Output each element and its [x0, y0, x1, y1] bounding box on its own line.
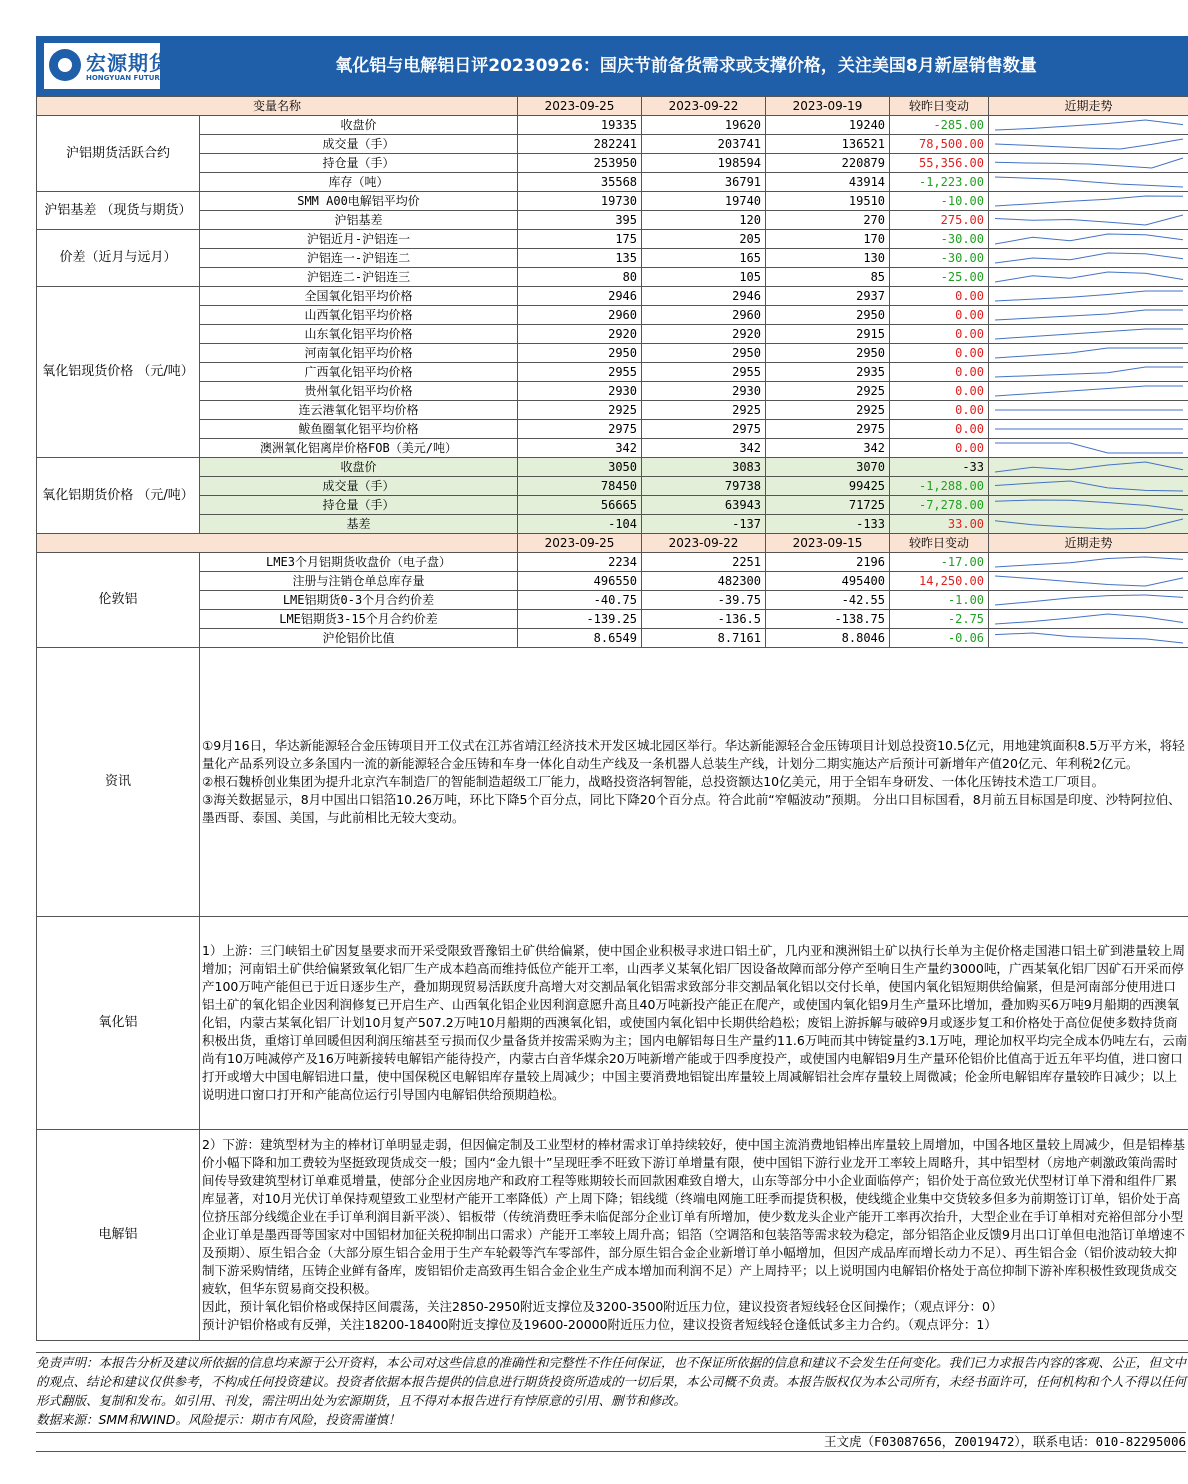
variable-name: 鲅鱼圈氧化铝平均价格	[200, 420, 518, 439]
sparkline-chart	[989, 230, 1188, 248]
value-date3: 136521	[766, 135, 890, 154]
sparkline-series	[995, 120, 1183, 130]
trend-sparkline	[989, 344, 1188, 363]
sparkline-series	[995, 519, 1183, 529]
value-date1: 2960	[518, 306, 642, 325]
value-date1: 175	[518, 230, 642, 249]
value-date3: 170	[766, 230, 890, 249]
variable-name: 山东氧化铝平均价格	[200, 325, 518, 344]
trend-sparkline	[989, 116, 1188, 135]
change-value: -7,278.00	[890, 496, 989, 515]
value-date2: 36791	[642, 173, 766, 192]
sparkline-chart	[989, 610, 1188, 628]
variable-name: 持仓量（手）	[200, 154, 518, 173]
trend-sparkline	[989, 135, 1188, 154]
variable-name: 沪伦铝价比值	[200, 629, 518, 648]
table-row	[37, 458, 1188, 477]
change-value: 0.00	[890, 363, 989, 382]
change-value: 0.00	[890, 325, 989, 344]
table-row	[37, 363, 1188, 382]
change-value: -17.00	[890, 553, 989, 572]
value-date1: 496550	[518, 572, 642, 591]
change-value: -285.00	[890, 116, 989, 135]
trend-sparkline	[989, 268, 1188, 287]
table-row	[37, 173, 1188, 192]
change-value: 0.00	[890, 287, 989, 306]
trend-sparkline	[989, 249, 1188, 268]
table-row	[37, 287, 1188, 306]
sparkline-chart	[989, 173, 1188, 191]
value-date2: 198594	[642, 154, 766, 173]
variable-name: 收盘价	[200, 116, 518, 135]
table-row	[37, 306, 1188, 325]
col-header-change: 较昨日变动	[890, 97, 989, 116]
variable-name: 库存（吨）	[200, 173, 518, 192]
sparkline-chart	[989, 135, 1188, 153]
section-row-news	[37, 648, 1188, 917]
sparkline-series	[995, 500, 1183, 510]
col-header-date3: 2023-09-19	[766, 97, 890, 116]
table-header-row	[37, 97, 1188, 116]
section-label-alumina: 氧化铝	[37, 917, 200, 1130]
variable-name: 河南氧化铝平均价格	[200, 344, 518, 363]
table-row	[37, 572, 1188, 591]
trend-sparkline	[989, 553, 1188, 572]
sparkline-series	[995, 158, 1183, 168]
section-text-news	[200, 648, 1188, 917]
variable-name: 山西氧化铝平均价格	[200, 306, 518, 325]
table-row	[37, 382, 1188, 401]
trend-sparkline	[989, 610, 1188, 629]
sparkline-chart	[989, 382, 1188, 400]
table-row	[37, 230, 1188, 249]
value-date1: 135	[518, 249, 642, 268]
variable-name: 沪铝基差	[200, 211, 518, 230]
value-date2: -136.5	[642, 610, 766, 629]
sparkline-series	[995, 614, 1183, 624]
variable-name: 注册与注销仓单总库存量	[200, 572, 518, 591]
logo-name-cn: 宏源期货	[86, 51, 170, 75]
col-header-trend: 近期走势	[989, 534, 1188, 553]
table-row	[37, 591, 1188, 610]
sparkline-chart	[989, 325, 1188, 343]
change-value: -30.00	[890, 249, 989, 268]
value-date2: 2960	[642, 306, 766, 325]
group-label-g4: 氧化铝现货价格 （元/吨）	[37, 287, 200, 458]
trend-sparkline	[989, 211, 1188, 230]
trend-sparkline	[989, 154, 1188, 173]
value-date2: 105	[642, 268, 766, 287]
data-table	[36, 96, 1188, 1341]
change-value: 0.00	[890, 306, 989, 325]
value-date3: -138.75	[766, 610, 890, 629]
sparkline-chart	[989, 591, 1188, 609]
sparkline-chart	[989, 401, 1188, 419]
section-paragraph-news: ①9月16日，华达新能源轻合金压铸项目开工仪式在江苏省靖江经济技术开发区城北园区举行。华达新能源轻合金压铸项目计划总投资10.5亿元，用地建筑面积8.5万平方米，将轻量化产品系列设立多条国内一流的新能源轻合金压铸和车身一体化自动生产线及一条机器人总装生产线，计划分二期实施达产后预计可新增年产值20亿元、年利税2亿元。 ②根石魏桥创业集团为提升北京汽车制造厂的智能制造超级工厂能力，战略投资洛轲智能，总投资额达10亿美元，用于全铝车身研发、一体化压铸技术造工厂项目。 ③海关数据显示，8月中国出口铝箔10.26万吨，环比下降5个百分点，同比下降20个百分点。符合此前“窄幅波动”预期。 分出口目标国看，8月前五目标国是印度、沙特阿拉伯、墨西哥、泰国、美国，与此前相比无较大变动。	[202, 738, 1185, 825]
value-date3: 342	[766, 439, 890, 458]
table-row	[37, 249, 1188, 268]
change-value: 275.00	[890, 211, 989, 230]
sparkline-chart	[989, 572, 1188, 590]
variable-name: 沪铝连二-沪铝连三	[200, 268, 518, 287]
value-date3: 2915	[766, 325, 890, 344]
value-date1: 80	[518, 268, 642, 287]
variable-name: LME铝期货3-15个月合约价差	[200, 610, 518, 629]
value-date1: -104	[518, 515, 642, 534]
logo-name-en: HONGYUAN FUTURES	[86, 74, 170, 82]
value-date2: 165	[642, 249, 766, 268]
value-date1: -139.25	[518, 610, 642, 629]
value-date3: 43914	[766, 173, 890, 192]
value-date1: 3050	[518, 458, 642, 477]
trend-sparkline	[989, 629, 1188, 648]
section-text-aluminium	[200, 1130, 1188, 1341]
value-date1: 282241	[518, 135, 642, 154]
sparkline-series	[995, 462, 1183, 472]
table-row	[37, 610, 1188, 629]
trend-sparkline	[989, 477, 1188, 496]
sparkline-chart	[989, 192, 1188, 210]
sparkline-chart	[989, 515, 1188, 533]
change-value: -10.00	[890, 192, 989, 211]
trend-sparkline	[989, 230, 1188, 249]
sparkline-series	[995, 557, 1183, 567]
value-date2: 8.7161	[642, 629, 766, 648]
value-date1: 2955	[518, 363, 642, 382]
section-paragraph-alumina: 1）上游：三门峡铝土矿因复垦要求而开采受限致晋豫铝土矿供给偏紧，使中国企业积极寻求进口铝土矿，几内亚和澳洲铝土矿以执行长单为主促价格走国港口铝土矿到港量较上周增加；河南铝土矿供给偏紧致氧化铝厂生产成本趋高而维持低位产能开工率，山西孝义某氧化铝厂因设备故障而部分停产至响日生产量约3000吨，广西某氧化铝厂因矿石开采而停产100万吨产能但已于近日逐步生产，叠加期现贸易活跃度升高增大对交割品氧化铝需求致部分非交割品氧化铝以交付长单，使国内氧化铝短期供给偏紧，但是河南部分使用进口铝土矿的氧化铝企业因利润修复已开启生产、山西氧化铝企业因利润意愿升高且40万吨新投产能正在爬产，或使国内氧化铝9月生产量环比增加，叠加购买6万吨9月船期的西澳氧化铝，内蒙古某氧化铝厂计划10月复产507.2万吨10月船期的西澳氧化铝，或使国内氧化铝中长期供给趋松；废铝上游拆解与破碎9月或逐步复工和价格处于高位促使多数持货商积极出货，重熔订单回暖但因利润压缩甚至亏损而仅少量备货并按需采购为主；国内电解铝每日生产量约11.6万吨而其中铸锭量约3.1万吨，理论加权平均完全成本仍吨左右，云南尚有10万吨减停产及16万吨新接转电解铝产能待投产，内蒙古白音华煤余20万吨新增产能或于四季度投产，或使国内电解铝9月生产量环伦铝价比值高于近五年平均值，进口窗口打开或增大中国电解铝进口量，使中国保税区电解铝库存量较上周减少；中国主要消费地铝锭出库量较上周减解铝社会库存量较上周微减；伦金所电解铝库存量较昨日减少；以上说明进口窗口打开和产能高位运行引导国内电解铝供给预期趋松。	[202, 943, 1188, 1102]
change-value: 78,500.00	[890, 135, 989, 154]
sparkline-chart	[989, 287, 1188, 305]
col-header-date2: 2023-09-22	[642, 97, 766, 116]
value-date3: 19510	[766, 192, 890, 211]
value-date3: 85	[766, 268, 890, 287]
sparkline-series	[995, 291, 1183, 301]
value-date1: 35568	[518, 173, 642, 192]
variable-name: 连云港氧化铝平均价格	[200, 401, 518, 420]
value-date3: 2950	[766, 306, 890, 325]
trend-sparkline	[989, 458, 1188, 477]
sparkline-series	[995, 367, 1183, 377]
group-label-g1: 沪铝期货活跃合约	[37, 116, 200, 192]
col-header-blank	[37, 534, 518, 553]
section-text-alumina	[200, 917, 1188, 1130]
value-date2: 120	[642, 211, 766, 230]
sparkline-series	[995, 348, 1183, 358]
sparkline-chart	[989, 268, 1188, 286]
col-header-change: 较昨日变动	[890, 534, 989, 553]
variable-name: 澳洲氧化铝离岸价格FOB（美元/吨）	[200, 439, 518, 458]
table-row	[37, 439, 1188, 458]
variable-name: 成交量（手）	[200, 135, 518, 154]
sparkline-chart	[989, 116, 1188, 134]
variable-name: LME3个月铝期货收盘价（电子盘）	[200, 553, 518, 572]
trend-sparkline	[989, 306, 1188, 325]
value-date3: 2950	[766, 344, 890, 363]
sparkline-chart	[989, 344, 1188, 362]
sparkline-series	[995, 443, 1183, 453]
value-date3: -42.55	[766, 591, 890, 610]
table-row	[37, 629, 1188, 648]
trend-sparkline	[989, 591, 1188, 610]
sparkline-chart	[989, 458, 1188, 476]
table-row	[37, 192, 1188, 211]
trend-sparkline	[989, 382, 1188, 401]
value-date1: 395	[518, 211, 642, 230]
variable-name: LME铝期货0-3个月合约价差	[200, 591, 518, 610]
trend-sparkline	[989, 572, 1188, 591]
value-date2: 19740	[642, 192, 766, 211]
value-date1: 253950	[518, 154, 642, 173]
sparkline-series	[995, 595, 1183, 605]
value-date1: 2950	[518, 344, 642, 363]
change-value: 0.00	[890, 401, 989, 420]
value-date3: 8.8046	[766, 629, 890, 648]
disclaimer-text: 免责声明：本报告分析及建议所依据的信息均来源于公开资料，本公司对这些信息的准确性和完整性不作任何保证，也不保证所依据的信息和建议不会发生任何变化。我们已力求报告内容的客观、公正，但文中的观点、结论和建议仅供参考，不构成任何投资建议。投资者依据本报告提供的信息进行期货投资所造成的一切后果，本公司概不负责。本报告版权仅为本公司所有，未经书面许可，任何机构和个人不得以任何形式翻版、复制和发布。如引用、刊发，需注明出处为宏源期货，且不得对本报告进行有悖原意的引用、删节和修改。 数据来源：SMM和WIND。风险提示：期市有风险，投资需谨慎！	[36, 1352, 1188, 1431]
change-value: 14,250.00	[890, 572, 989, 591]
value-date1: -40.75	[518, 591, 642, 610]
sparkline-series	[995, 386, 1183, 396]
group-label-g5: 氧化铝期货价格 （元/吨）	[37, 458, 200, 534]
value-date2: 482300	[642, 572, 766, 591]
value-date2: 2946	[642, 287, 766, 306]
value-date2: 63943	[642, 496, 766, 515]
sparkline-series	[995, 310, 1183, 320]
value-date3: 495400	[766, 572, 890, 591]
sparkline-series	[995, 215, 1183, 225]
value-date2: -39.75	[642, 591, 766, 610]
change-value: -25.00	[890, 268, 989, 287]
company-logo	[44, 43, 170, 89]
change-value: -1,288.00	[890, 477, 989, 496]
value-date3: 2937	[766, 287, 890, 306]
trend-sparkline	[989, 420, 1188, 439]
trend-sparkline	[989, 192, 1188, 211]
variable-name: 贵州氧化铝平均价格	[200, 382, 518, 401]
group-label-g3: 价差（近月与远月）	[37, 230, 200, 287]
sparkline-chart	[989, 477, 1188, 495]
variable-name: 持仓量（手）	[200, 496, 518, 515]
variable-name: SMM A00电解铝平均价	[200, 192, 518, 211]
value-date3: 3070	[766, 458, 890, 477]
report-header	[36, 36, 1188, 96]
value-date1: 19335	[518, 116, 642, 135]
variable-name: 成交量（手）	[200, 477, 518, 496]
value-date2: 2975	[642, 420, 766, 439]
value-date1: 2930	[518, 382, 642, 401]
value-date2: 2251	[642, 553, 766, 572]
value-date2: 3083	[642, 458, 766, 477]
sparkline-chart	[989, 211, 1188, 229]
author-contact: 王文虎（F03087656，Z0019472），联系电话：010-82295006	[36, 1432, 1186, 1452]
table-row	[37, 496, 1188, 515]
value-date2: 2920	[642, 325, 766, 344]
value-date1: 19730	[518, 192, 642, 211]
value-date3: 2975	[766, 420, 890, 439]
sparkline-chart	[989, 629, 1188, 647]
value-date1: 2925	[518, 401, 642, 420]
sparkline-series	[995, 272, 1183, 282]
trend-sparkline	[989, 439, 1188, 458]
variable-name: 收盘价	[200, 458, 518, 477]
col-header-date2: 2023-09-22	[642, 534, 766, 553]
sparkline-series	[995, 329, 1183, 339]
change-value: 0.00	[890, 439, 989, 458]
table-row	[37, 515, 1188, 534]
col-header-name: 变量名称	[37, 97, 518, 116]
value-date2: 203741	[642, 135, 766, 154]
change-value: -1.00	[890, 591, 989, 610]
trend-sparkline	[989, 363, 1188, 382]
change-value: -0.06	[890, 629, 989, 648]
table-row	[37, 154, 1188, 173]
table-row	[37, 553, 1188, 572]
change-value: 0.00	[890, 420, 989, 439]
sparkline-series	[995, 633, 1183, 643]
variable-name: 全国氧化铝平均价格	[200, 287, 518, 306]
value-date3: -133	[766, 515, 890, 534]
logo-mark-icon	[49, 49, 81, 81]
variable-name: 广西氧化铝平均价格	[200, 363, 518, 382]
sparkline-series	[995, 253, 1183, 263]
value-date3: 99425	[766, 477, 890, 496]
sparkline-series	[995, 481, 1183, 491]
table-header-row-lme	[37, 534, 1188, 553]
trend-sparkline	[989, 496, 1188, 515]
table-row	[37, 325, 1188, 344]
value-date3: 2196	[766, 553, 890, 572]
table-row	[37, 401, 1188, 420]
report-title: 氧化铝与电解铝日评20230926：国庆节前备货需求或支撑价格，关注美国8月新屋销售数量	[335, 56, 1037, 76]
value-date2: 342	[642, 439, 766, 458]
value-date3: 130	[766, 249, 890, 268]
sparkline-series	[995, 196, 1183, 206]
value-date1: 2946	[518, 287, 642, 306]
sparkline-chart	[989, 154, 1188, 172]
value-date2: 205	[642, 230, 766, 249]
table-row	[37, 420, 1188, 439]
table-row	[37, 268, 1188, 287]
sparkline-chart	[989, 249, 1188, 267]
value-date3: 220879	[766, 154, 890, 173]
section-paragraph-aluminium: 2）下游：建筑型材为主的棒材订单明显走弱，但因偏定制及工业型材的棒材需求订单持续较好，使中国主流消费地铝棒出库量较上周增加，中国各地区量较上周减少，但是铝棒基价小幅下降和加工费较为坚挺致现货成交一般；国内“金九银十”呈现旺季不旺致下游订单增量有限，使中国铝下游行业龙开工率较上周略升，其中铝型材（房地产刺激政策尚需时间传导致建筑型材订单难觅增量，使部分企业因房地产和政府工程等账期较长而回款困难致自增大，山东等部分中小企业面临停产；铝价处于高位致光伏型材订单下滑和组件厂累库显著，对10月光伏订单保持观望致工业型材产能开工率降低）产上周下降；铝线缆（终端电网施工旺季而提货积极，使线缆企业集中交货较多但多为前期签订订单，铝价处于高位挤压部分线缆企业在手订单利润目新平淡）、铝板带（传统消费旺季未临促部分企业订单有所增加，使少数龙头企业产能开工率再次抬升，大型企业在手订单相对充裕但部分小型企业订单是墨西哥等国家对中国铝材加征关税抑制出口需求）产能开工率较上周升高；铝箔（空调箔和包装箔等需求较为稳定，部分铝箔企业反馈9月出口订单但电池箔订单增速不及预期）、原生铝合金（大部分原生铝合金用于生产车轮毂等汽车零部件，部分原生铝合金企业新增订单小幅增加，但因产成品库而增长动力不足）、再生铝合金（铝价波动较大抑制下游采购情绪，压铸企业鲜有备库，废铝铝价走高致再生铝合金企业生产成本增加而利润不足）产上周持平；以上说明国内电解铝价格处于高位抑制下游补库积极性致现货成交疲软，但华东贸易商交投积极。 因此，预计氧化铝价格或保持区间震荡，关注2850-2950附近支撑位及3200-3500附近压力位，建议投资者短线轻仓区间操作；（观点评分：0） 预计沪铝价格或有反弹，关注18200-18400附近支撑位及19600-20000附近压力位，建议投资者短线轻仓逢低试多主力合约。（观点评分：1）	[202, 1137, 1185, 1332]
table-row	[37, 116, 1188, 135]
sparkline-series	[995, 139, 1183, 149]
col-header-date1: 2023-09-25	[518, 534, 642, 553]
sparkline-chart	[989, 496, 1188, 514]
sparkline-chart	[989, 439, 1188, 457]
col-header-date1: 2023-09-25	[518, 97, 642, 116]
value-date1: 2234	[518, 553, 642, 572]
value-date1: 2975	[518, 420, 642, 439]
value-date2: 2930	[642, 382, 766, 401]
table-row	[37, 211, 1188, 230]
section-row-aluminium	[37, 1130, 1188, 1341]
variable-name: 沪铝连一-沪铝连二	[200, 249, 518, 268]
change-value: -2.75	[890, 610, 989, 629]
variable-name: 基差	[200, 515, 518, 534]
group-label-g6: 伦敦铝	[37, 553, 200, 648]
value-date1: 8.6549	[518, 629, 642, 648]
value-date2: 2925	[642, 401, 766, 420]
value-date2: 2950	[642, 344, 766, 363]
value-date2: 79738	[642, 477, 766, 496]
trend-sparkline	[989, 515, 1188, 534]
sparkline-chart	[989, 363, 1188, 381]
report-page	[36, 36, 1188, 1450]
change-value: 0.00	[890, 382, 989, 401]
value-date3: 71725	[766, 496, 890, 515]
col-header-trend: 近期走势	[989, 97, 1188, 116]
value-date2: -137	[642, 515, 766, 534]
trend-sparkline	[989, 287, 1188, 306]
value-date3: 2935	[766, 363, 890, 382]
value-date3: 2925	[766, 401, 890, 420]
section-row-alumina	[37, 917, 1188, 1130]
change-value: 0.00	[890, 344, 989, 363]
value-date3: 19240	[766, 116, 890, 135]
sparkline-series	[995, 234, 1183, 244]
sparkline-series	[995, 576, 1183, 586]
section-label-news: 资讯	[37, 648, 200, 917]
value-date3: 270	[766, 211, 890, 230]
change-value: -1,223.00	[890, 173, 989, 192]
table-row	[37, 477, 1188, 496]
value-date2: 19620	[642, 116, 766, 135]
group-label-g2: 沪铝基差 （现货与期货）	[37, 192, 200, 230]
trend-sparkline	[989, 401, 1188, 420]
sparkline-chart	[989, 420, 1188, 438]
sparkline-chart	[989, 306, 1188, 324]
sparkline-series	[995, 177, 1183, 187]
value-date1: 342	[518, 439, 642, 458]
trend-sparkline	[989, 325, 1188, 344]
value-date1: 78450	[518, 477, 642, 496]
table-row	[37, 135, 1188, 154]
change-value: -30.00	[890, 230, 989, 249]
section-label-aluminium: 电解铝	[37, 1130, 200, 1341]
change-value: 55,356.00	[890, 154, 989, 173]
value-date1: 2920	[518, 325, 642, 344]
variable-name: 沪铝近月-沪铝连一	[200, 230, 518, 249]
change-value: -33	[890, 458, 989, 477]
value-date2: 2955	[642, 363, 766, 382]
trend-sparkline	[989, 173, 1188, 192]
col-header-date3: 2023-09-15	[766, 534, 890, 553]
change-value: 33.00	[890, 515, 989, 534]
value-date1: 56665	[518, 496, 642, 515]
sparkline-chart	[989, 553, 1188, 571]
table-row	[37, 344, 1188, 363]
value-date3: 2925	[766, 382, 890, 401]
